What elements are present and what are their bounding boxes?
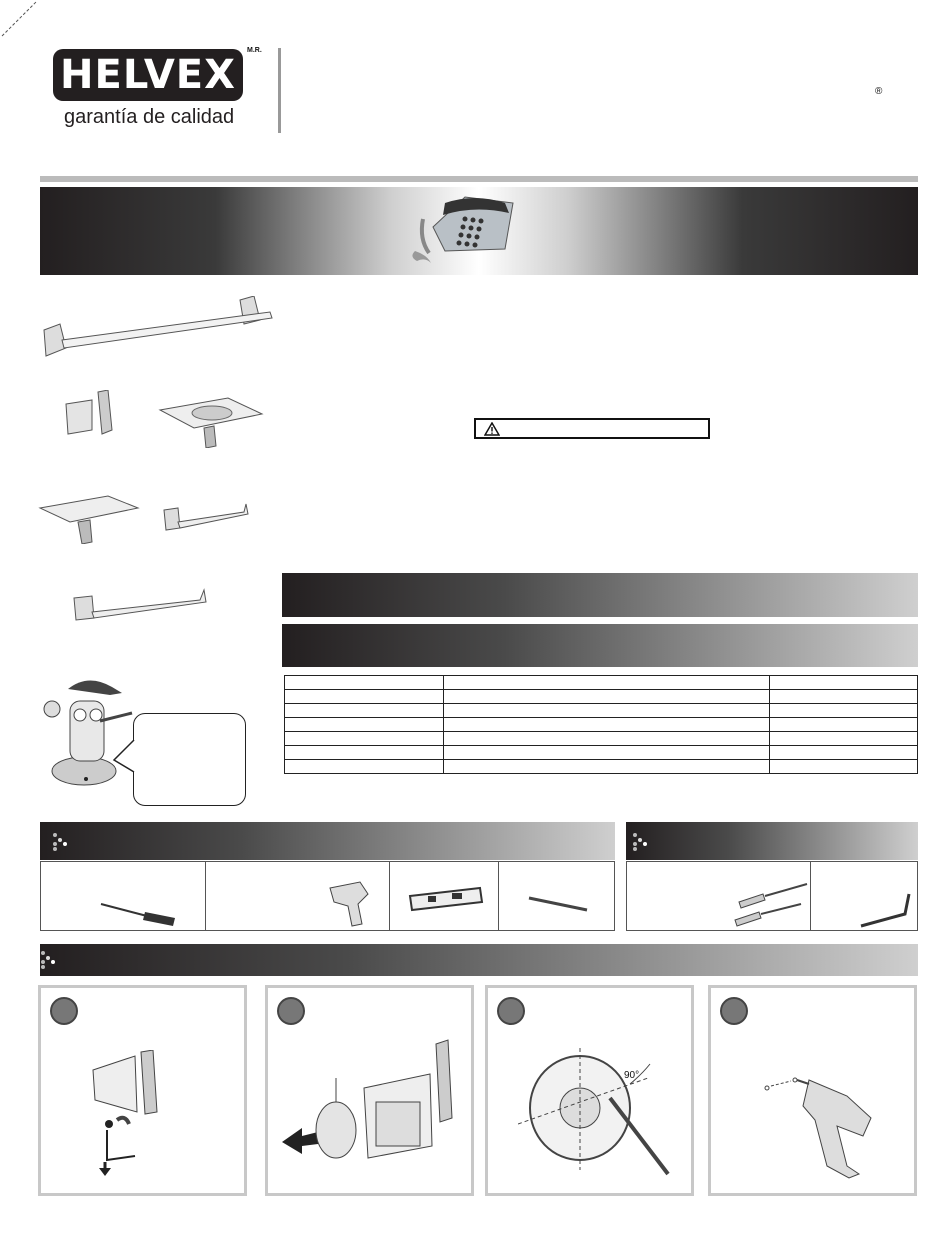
dot-triangle-icon — [632, 832, 648, 852]
part-allen-key — [811, 862, 917, 930]
table-row — [285, 676, 918, 690]
towel-bar-image — [40, 296, 276, 362]
level-icon — [408, 886, 484, 914]
tool-level — [390, 862, 500, 930]
table-row — [285, 704, 918, 718]
crop-mark — [0, 0, 40, 40]
step-4 — [708, 985, 917, 1196]
speech-bubble — [133, 713, 246, 806]
soap-dish-image — [158, 394, 264, 448]
screwdriver-icon — [99, 898, 179, 928]
tool-drill — [206, 862, 389, 930]
tool-pencil — [499, 862, 614, 930]
step-number-badge — [497, 997, 525, 1025]
registered-symbol: ® — [875, 86, 883, 97]
step-number-badge — [50, 997, 78, 1025]
brand-logo — [53, 49, 243, 101]
towel-ring-image — [70, 588, 210, 622]
step-number-badge — [277, 997, 305, 1025]
angle-label: 90° — [624, 1070, 640, 1081]
brand-tagline: garantía de calidad — [64, 106, 235, 128]
spec-table — [284, 675, 918, 774]
table-row — [285, 732, 918, 746]
tools-list — [40, 861, 615, 931]
installation-header-bar — [40, 944, 918, 976]
brand-name: HELVEX — [60, 52, 236, 98]
contact-banner — [40, 187, 918, 275]
brand-mark: M.R. — [247, 47, 262, 54]
warning-box — [474, 418, 710, 439]
anchor-screw-icon — [725, 876, 811, 928]
step-3 — [485, 985, 694, 1196]
dot-triangle-icon — [40, 950, 56, 970]
dot-triangle-icon — [52, 832, 68, 852]
allen-key-icon — [859, 886, 913, 930]
part-anchors-screws — [627, 862, 811, 930]
step-2 — [265, 985, 474, 1196]
robe-hook-image — [62, 390, 120, 440]
step-4-illustration — [751, 1066, 891, 1186]
section-bar-2 — [282, 624, 918, 667]
drill-icon — [326, 878, 376, 930]
warning-triangle-icon — [484, 422, 500, 436]
tools-header-bar — [40, 822, 615, 860]
tool-screwdriver — [41, 862, 206, 930]
header-divider — [278, 48, 281, 133]
table-row — [285, 746, 918, 760]
table-row — [285, 690, 918, 704]
table-row — [285, 760, 918, 774]
step-3-illustration — [518, 1038, 678, 1178]
step-2-illustration — [280, 1038, 466, 1168]
speech-bubble-tail — [112, 738, 136, 774]
step-number-badge — [720, 997, 748, 1025]
section-bar-1 — [282, 573, 918, 617]
step-1 — [38, 985, 247, 1196]
top-rule — [40, 176, 918, 182]
pencil-icon — [527, 894, 591, 914]
included-parts-header-bar — [626, 822, 918, 860]
step-1-illustration — [85, 1050, 195, 1180]
table-row — [285, 718, 918, 732]
paper-holder-image — [160, 500, 250, 532]
telephone-icon — [405, 189, 520, 269]
included-parts-list — [626, 861, 918, 931]
shelf-image — [38, 494, 140, 544]
